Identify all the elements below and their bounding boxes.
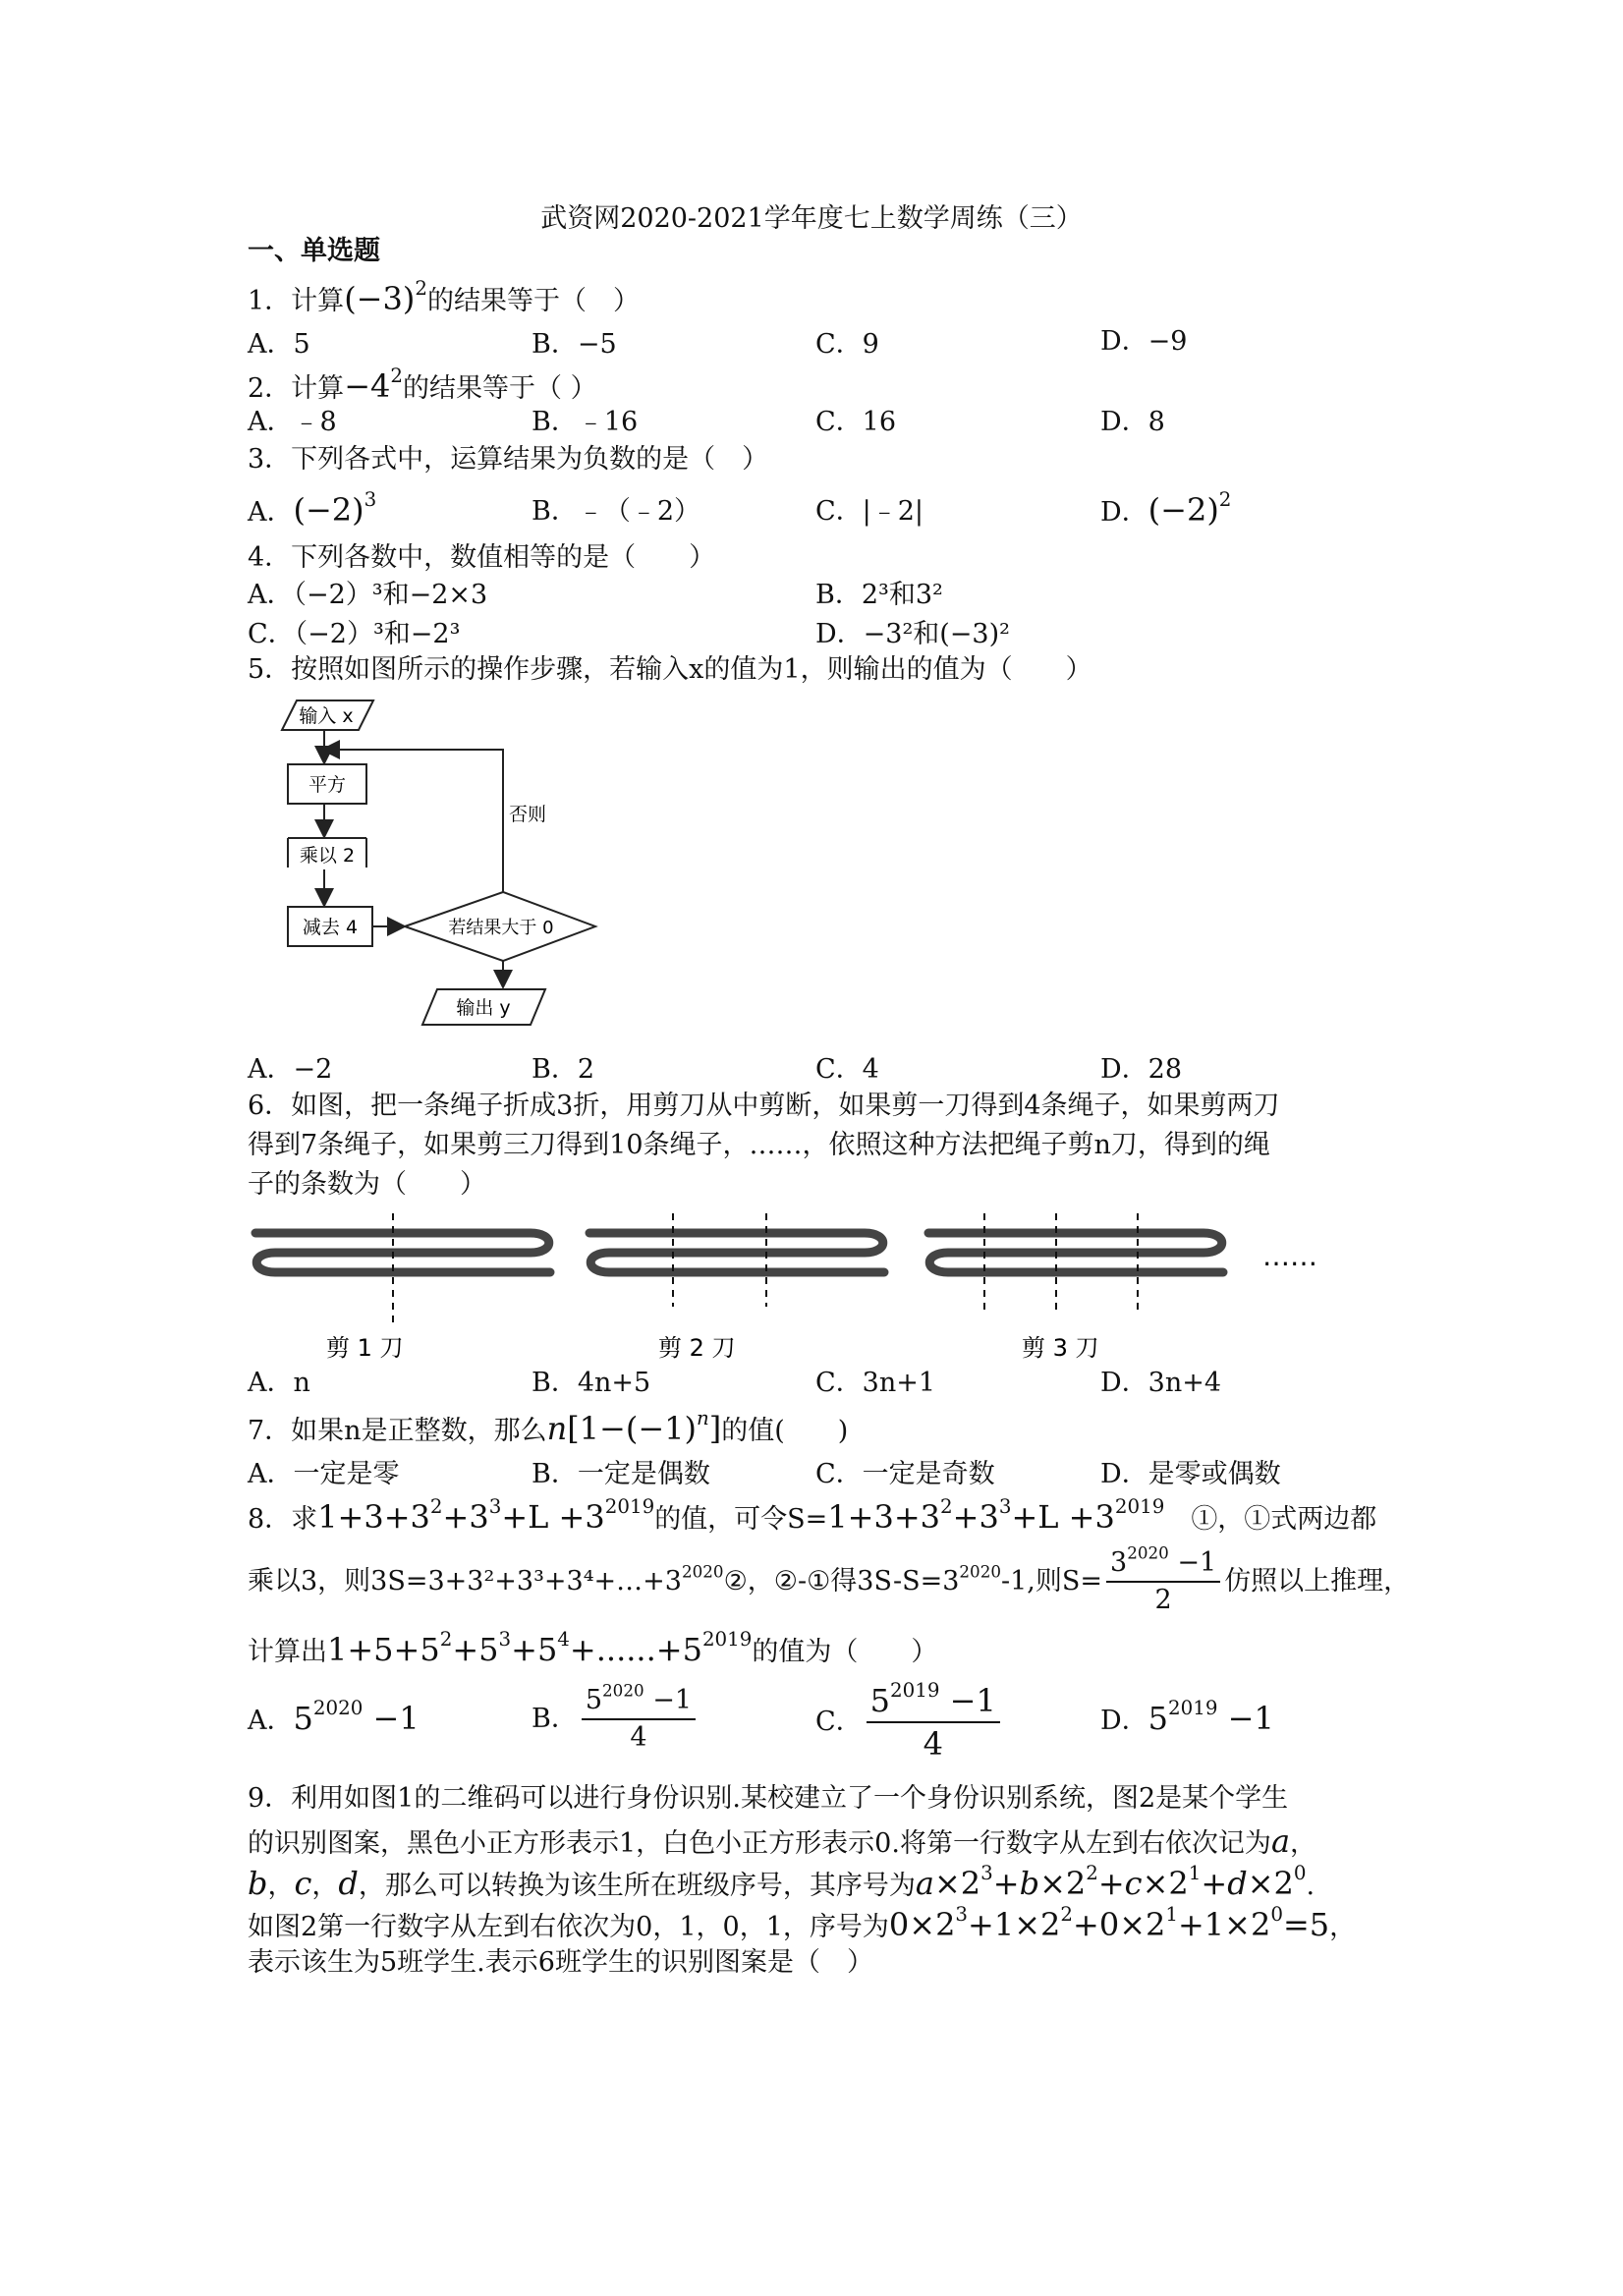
question-2: [248, 364, 597, 405]
flow-output-node: [422, 989, 545, 1025]
q3-option-a[interactable]: A．$(-2)^3$: [248, 488, 377, 529]
q7-option-d[interactable]: D．是零或偶数: [1100, 1459, 1281, 1489]
question-9-line-5: 表示该生为5班学生.表示6班学生的识别图案是（ ）: [248, 1947, 873, 1978]
flow-condition-label: 若结果大于 0: [448, 918, 554, 938]
q7-post: 的值( ): [721, 1416, 849, 1446]
question-8-line-1: 8．求$1+3+3^2+3^3+L +3^{2019}$的值，可令$S=1+3+3^2+3^3+L +3^{2019}$ ①，①式两边都: [248, 1495, 1377, 1536]
q2-post: 的结果等于（ ）: [402, 373, 597, 404]
q2-option-c[interactable]: C．16: [815, 407, 897, 437]
question-6-line-2: 得到7条绳子，如果剪三刀得到10条绳子，……，依照这种方法把绳子剪n刀，得到的绳: [248, 1130, 1270, 1160]
rope-figure: [246, 1208, 1375, 1366]
q8-option-a[interactable]: A．$5^{2020} -1$: [248, 1697, 420, 1737]
q6-option-b[interactable]: B．4n+5: [532, 1368, 651, 1398]
q7-pre: 7．如果n是正整数，那么: [248, 1416, 547, 1446]
question-3: 3．下列各式中，运算结果为负数的是（ ）: [248, 444, 769, 475]
question-9-line-2: 的识别图案，黑色小正方形表示1，白色小正方形表示0.将第一行数字从左到右依次记为a，: [248, 1822, 1317, 1860]
question-6-line-3: 子的条数为（ ）: [248, 1169, 486, 1200]
q5-option-c[interactable]: C．4: [815, 1054, 879, 1085]
flow-mult-node: [288, 838, 366, 868]
flow-condition-node: [405, 892, 595, 961]
q1-expr: $(-3)^2$: [344, 277, 427, 317]
caption-cut-1: 剪 1 刀: [326, 1334, 404, 1362]
q4-option-d[interactable]: D．−3²和(−3)²: [815, 619, 1010, 649]
flowchart: [275, 693, 609, 1036]
flow-square-label: 平方: [308, 774, 347, 796]
question-9-line-1: 9．利用如图1的二维码可以进行身份识别.某校建立了一个身份识别系统，图2是某个学生: [248, 1783, 1289, 1814]
q8-option-d[interactable]: D．$5^{2019} -1$: [1100, 1697, 1274, 1737]
q6-option-d[interactable]: D．3n+4: [1100, 1368, 1222, 1398]
q3-option-b[interactable]: B．﹣（﹣2）: [532, 496, 701, 527]
q8-option-b[interactable]: B． $\frac{5^{2020} -1}{4}$: [532, 1685, 700, 1755]
flow-no-label: 否则: [509, 804, 547, 825]
page-title: 武资网2020-2021学年度七上数学周练（三）: [540, 203, 1083, 234]
question-5: 5．按照如图所示的操作步骤，若输入x的值为1，则输出的值为（ ）: [248, 654, 1092, 685]
q8-option-c[interactable]: C． $\frac{5^{2019} -1}{4}$: [815, 1682, 1004, 1764]
question-9-line-3: b，c，d，那么可以转换为该生所在班级序号，其序号为$a\times 2^3+b\times 2^2+c\times 2^1+d\times 2^0$.: [248, 1862, 1315, 1902]
q1-option-d[interactable]: D．−9: [1100, 326, 1188, 357]
q6-option-c[interactable]: C．3n+1: [815, 1368, 936, 1398]
flow-sub-label: 减去 4: [302, 917, 359, 938]
rope-2: [589, 1233, 884, 1272]
section-heading: 一、单选题: [248, 236, 380, 266]
q4-option-a[interactable]: A．（−2）³和−2×3: [248, 580, 488, 610]
question-1: [248, 277, 640, 317]
question-7: [248, 1407, 849, 1447]
question-8-line-2: 乘以3，则$3S=3+3^2+3^3+3^4+\dots+3^{2020}②$，②-①得$3S-S=3^{2020}-1$,则S= $\frac{3^{2020} -1}{2}$ 仿照以上推理，: [248, 1542, 1411, 1616]
rope-1: [255, 1233, 550, 1272]
q4-option-b[interactable]: B．2³和3²: [815, 580, 943, 610]
q7-option-b[interactable]: B．一定是偶数: [532, 1459, 710, 1489]
q1-option-c[interactable]: C．9: [815, 329, 879, 360]
caption-cut-3: 剪 3 刀: [1022, 1334, 1099, 1362]
q8-s-fraction: $\frac{3^{2020} -1}{2}$: [1106, 1547, 1220, 1617]
q1-option-b[interactable]: B．−5: [532, 329, 617, 360]
q7-option-a[interactable]: A．一定是零: [248, 1459, 400, 1489]
q2-pre: 2．计算: [248, 373, 345, 404]
q1-post: 的结果等于（ ）: [426, 286, 640, 316]
q4-option-c[interactable]: C．（−2）³和−2³: [248, 619, 461, 649]
flow-output-label: 输出 y: [456, 997, 511, 1019]
rope-3: [928, 1233, 1223, 1272]
q7-expr: $n[1-(-1)^n]$: [546, 1407, 722, 1447]
q1-option-a[interactable]: A．5: [248, 329, 310, 360]
question-8-line-3: 计算出$1+5+5^2+5^3+5^4+......+5^{2019}$的值为（ ）: [248, 1628, 938, 1668]
q7-option-c[interactable]: C．一定是奇数: [815, 1459, 995, 1489]
question-6-line-1: 6．如图，把一条绳子折成3折，用剪刀从中剪断，如果剪一刀得到4条绳子，如果剪两刀: [248, 1091, 1280, 1121]
q3-option-c[interactable]: C．|﹣2|: [815, 496, 924, 527]
q5-option-b[interactable]: B．2: [532, 1054, 595, 1085]
q5-option-a[interactable]: A．−2: [248, 1054, 333, 1085]
flow-sub-node: [288, 907, 372, 946]
question-9-line-4: 如图2第一行数字从左到右依次为0，1，0，1，序号为$0\times 2^3+1\times 2^2+0\times 2^1+1\times 2^0=5$，: [248, 1903, 1357, 1943]
flow-input-label: 输入 x: [299, 705, 354, 727]
q2-option-d[interactable]: D．8: [1100, 407, 1165, 437]
q3-option-d[interactable]: D．$(-2)^2$: [1100, 488, 1232, 529]
caption-cut-2: 剪 2 刀: [658, 1334, 736, 1362]
flow-input-node: [282, 700, 373, 730]
q2-option-b[interactable]: B．﹣16: [532, 407, 639, 437]
flow-square-node: [288, 764, 366, 804]
q5-option-d[interactable]: D．28: [1100, 1054, 1183, 1085]
q6-option-a[interactable]: A．n: [248, 1368, 310, 1398]
question-4: 4．下列各数中，数值相等的是（ ）: [248, 542, 716, 573]
flow-mult-label: 乘以 2: [299, 845, 356, 867]
rope-ellipsis: ……: [1262, 1240, 1317, 1272]
q2-option-a[interactable]: A．﹣8: [248, 407, 337, 437]
q2-expr: $-4^2$: [344, 364, 403, 405]
q1-pre: 1．计算: [248, 286, 345, 316]
